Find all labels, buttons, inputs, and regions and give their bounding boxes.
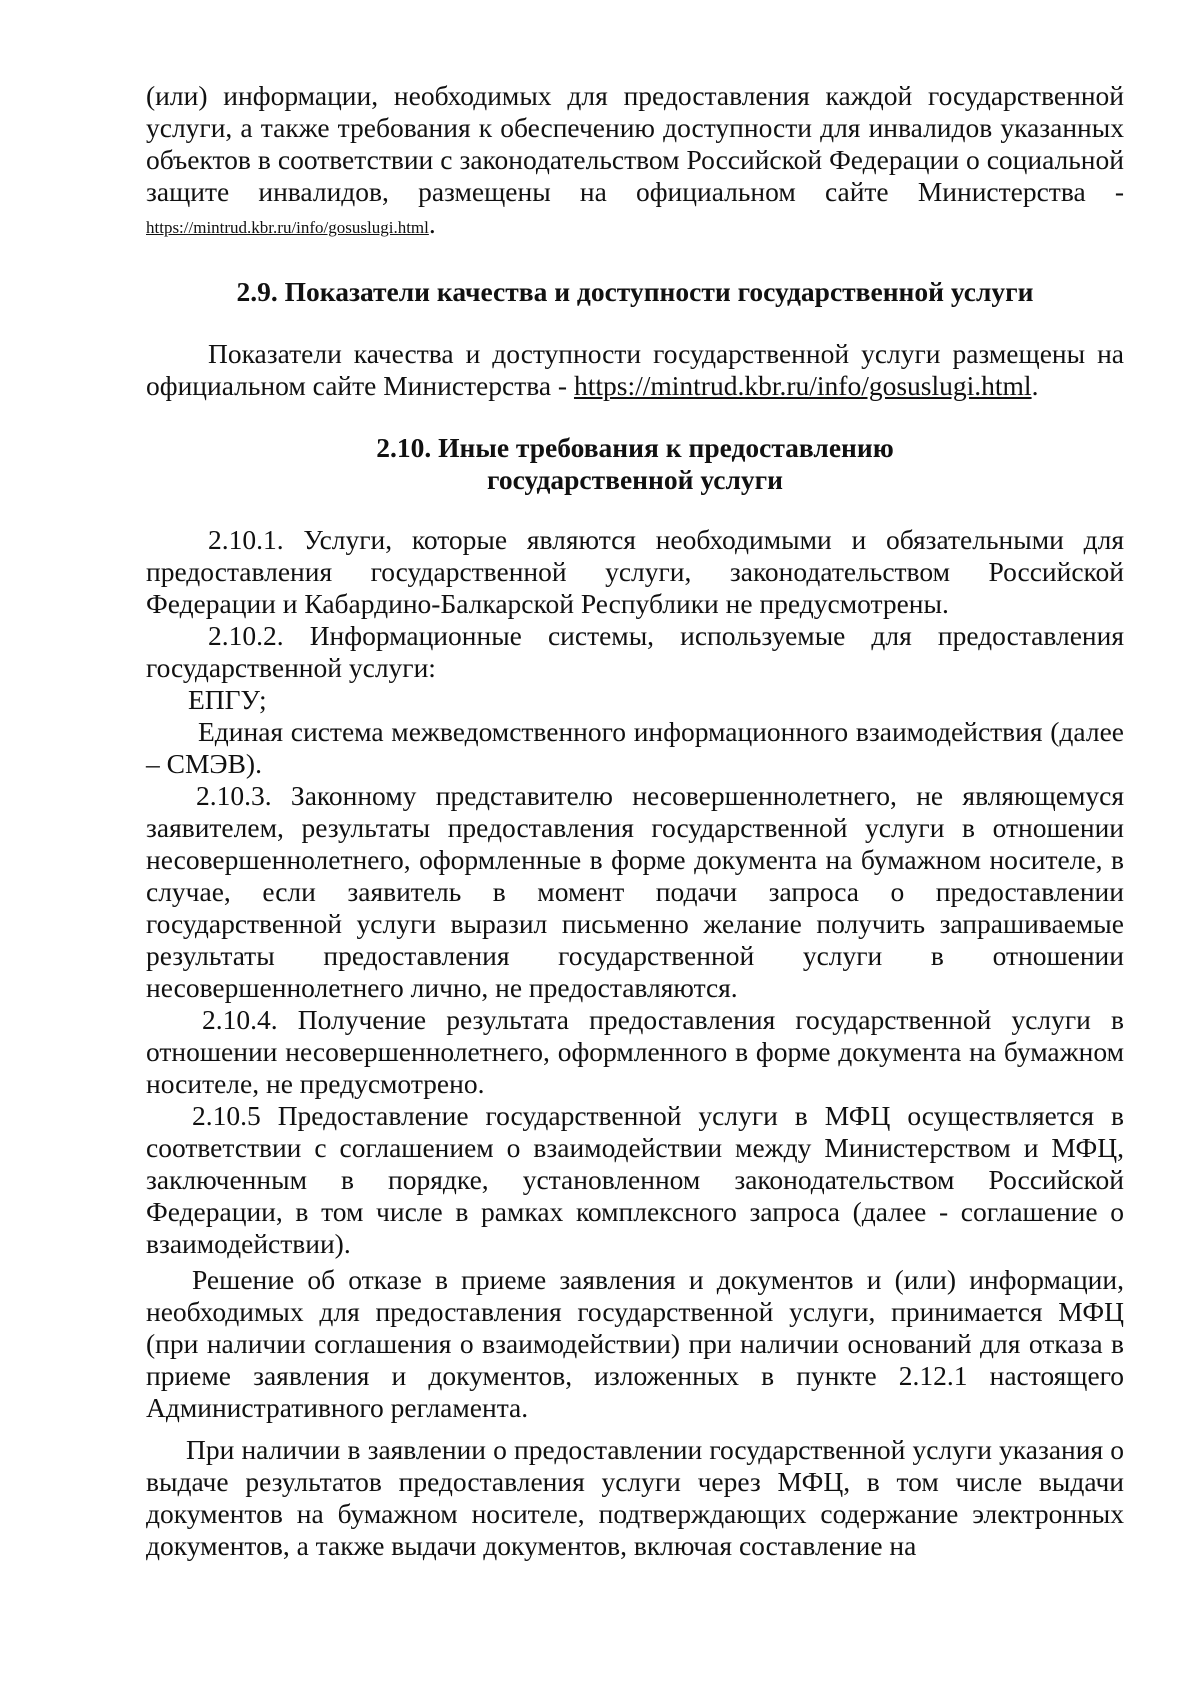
quality-link[interactable]: https://mintrud.kbr.ru/info/gosuslugi.html <box>573 370 1032 401</box>
paragraph-smev: Единая система межведомственного информационного взаимодействия (далее – СМЭВ). <box>146 716 1124 779</box>
paragraph-2-10-5: 2.10.5 Предоставление государственной услуги в МФЦ осуществляется в соответствии с соглашением о взаимодействии между Министерством и МФЦ, заключенным в порядке, установленном законодательством Российской Федерации, в том числе в рамках комплексного запроса (далее - соглашение о взаимодействии). <box>146 1100 1124 1259</box>
paragraph-2-10-2: 2.10.2. Информационные системы, используемые для предоставления государственной услуги: <box>146 620 1124 683</box>
paragraph-2-10-3: 2.10.3. Законному представителю несовершеннолетнего, не являющемуся заявителем, результаты предоставления государственной услуги в отношении несовершеннолетнего, оформленные в форме документа на бумажном носителе, в случае, если заявитель в момент подачи запроса о предоставлении государственной услуги выразил письменно желание получить запрашиваемые результаты предоставления государственной услуги в отношении несовершеннолетнего лично, не предоставляются. <box>146 780 1124 1003</box>
intro-text: (или) информации, необходимых для предоставления каждой государственной услуги, а также требования к обеспечению доступности для инвалидов указанных объектов в соответствии с законодательством Российской Федерации о социальной защите инвалидов, размещены на официальном сайте Министерства - <box>146 80 1124 207</box>
paragraph-2-9: Показатели качества и доступности государственной услуги размещены на официальном сайте Министерства - https://mintrud.kbr.ru/info/gosuslugi.html. <box>146 338 1124 401</box>
heading-2-9: 2.9. Показатели качества и доступности государственной услуги <box>236 276 1034 307</box>
intro-paragraph: (или) информации, необходимых для предоставления каждой государственной услуги, а также требования к обеспечению доступности для инвалидов указанных объектов в соответствии с законодательством Российской Федерации о социальной защите инвалидов, размещены на официальном сайте Министерства - https://mintrud.kbr.ru/info/gosuslugi.html. <box>146 80 1124 239</box>
paragraph-issuance: При наличии в заявлении о предоставлении государственной услуги указания о выдаче результатов предоставления услуги через МФЦ, в том числе выдачи документов на бумажном носителе, подтверждающих содержание электронных документов, а также выдачи документов, включая составление на <box>146 1434 1124 1561</box>
document-page <box>146 80 1124 1562</box>
ministry-link[interactable]: https://mintrud.kbr.ru/info/gosuslugi.html <box>146 218 429 237</box>
paragraph-refusal: Решение об отказе в приеме заявления и документов и (или) информации, необходимых для предоставления государственной услуги, принимается МФЦ (при наличии соглашения о взаимодействии) при наличии оснований для отказа в приеме заявления и документов, изложенных в пункте 2.12.1 настоящего Административного регламента. <box>146 1264 1124 1423</box>
paragraph-epgu: ЕПГУ; <box>188 684 267 715</box>
paragraph-2-10-1: 2.10.1. Услуги, которые являются необходимыми и обязательными для предоставления государственной услуги, законодательством Российской Федерации и Кабардино-Балкарской Республики не предусмотрены. <box>146 524 1124 619</box>
paragraph-2-10-4: 2.10.4. Получение результата предоставления государственной услуги в отношении несовершеннолетнего, оформленного в форме документа на бумажном носителе, не предусмотрено. <box>146 1004 1124 1099</box>
heading-2-10: 2.10. Иные требования к предоставлению государственной услуги <box>376 432 894 495</box>
